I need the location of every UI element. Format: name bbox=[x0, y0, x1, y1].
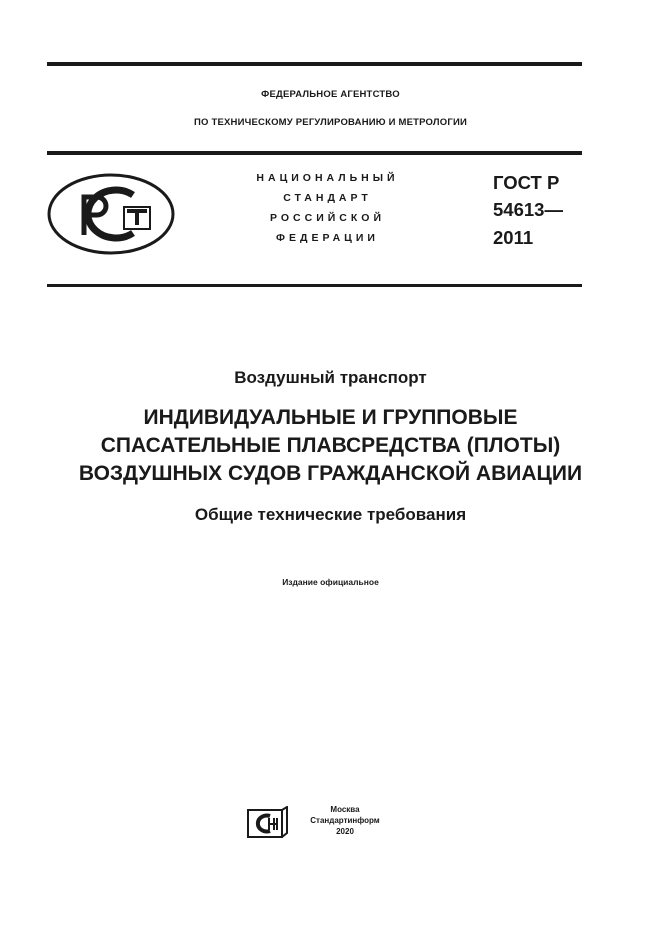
publisher-year: 2020 bbox=[336, 827, 354, 836]
main-title-line-1: ИНДИВИДУАЛЬНЫЕ И ГРУППОВЫЕ bbox=[143, 406, 518, 429]
publisher-city: Москва bbox=[330, 805, 360, 814]
gost-code-line-2: 54613— bbox=[493, 199, 563, 220]
publisher-name: Стандартинформ bbox=[310, 816, 380, 825]
standard-type-line-3: РОССИЙСКОЙ bbox=[270, 212, 385, 224]
main-title-line-2: СПАСАТЕЛЬНЫЕ ПЛАВСРЕДСТВА (ПЛОТЫ) bbox=[100, 434, 561, 457]
standard-type-line-1: НАЦИОНАЛЬНЫЙ bbox=[256, 172, 399, 184]
standard-rule bbox=[47, 284, 582, 287]
header-rule bbox=[47, 151, 582, 155]
gost-code-line-1: ГОСТ Р bbox=[493, 172, 560, 193]
subject-title: Воздушный транспорт bbox=[234, 368, 427, 387]
top-rule bbox=[47, 62, 582, 66]
standard-type-line-2: СТАНДАРТ bbox=[283, 192, 372, 204]
agency-line-1: ФЕДЕРАЛЬНОЕ АГЕНТСТВО bbox=[261, 89, 400, 100]
agency-line-2: ПО ТЕХНИЧЕСКОМУ РЕГУЛИРОВАНИЮ И МЕТРОЛОГИИ bbox=[194, 117, 467, 128]
main-title-line-3: ВОЗДУШНЫХ СУДОВ ГРАЖДАНСКОЙ АВИАЦИИ bbox=[78, 462, 583, 485]
standard-type-line-4: ФЕДЕРАЦИИ bbox=[276, 232, 379, 244]
edition-label: Издание официальное bbox=[282, 577, 379, 587]
gost-code-line-3: 2011 bbox=[493, 227, 534, 248]
subtitle: Общие технические требования bbox=[194, 505, 467, 524]
rst-certification-mark-icon bbox=[47, 173, 175, 255]
standartinform-logo-icon bbox=[247, 806, 288, 839]
